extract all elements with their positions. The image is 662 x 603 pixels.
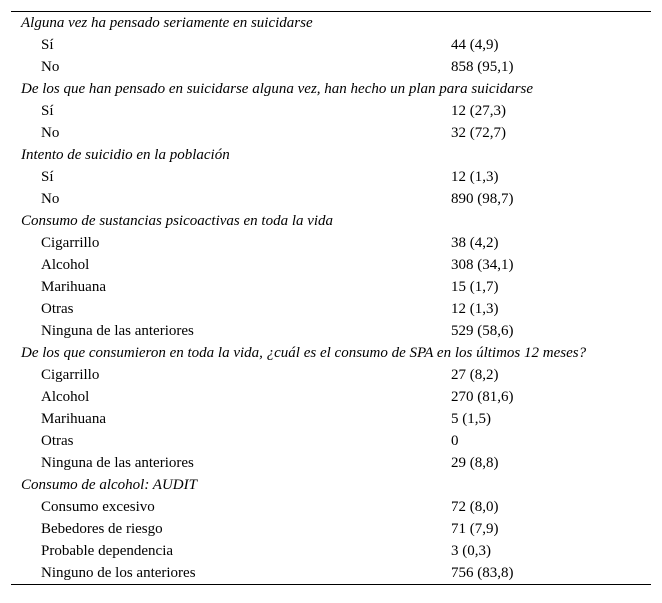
row-value: 29 (8,8) [451,455,499,471]
row-value: 12 (1,3) [451,301,499,317]
row-label: No [41,59,60,75]
row-value: 3 (0,3) [451,543,491,559]
row-label: No [41,125,60,141]
table-row [11,386,651,408]
table-row [11,540,651,562]
table-row [11,562,651,584]
results-table [11,12,651,584]
table-body [11,12,651,584]
row-value: 858 (95,1) [451,59,514,75]
row-label: Otras [41,301,74,317]
row-value: 756 (83,8) [451,565,514,581]
row-label: Consumo excesivo [41,499,155,515]
table-row [11,56,651,78]
row-label: Cigarrillo [41,367,100,383]
table-row [11,34,651,56]
table-row [11,276,651,298]
row-label: Marihuana [41,279,106,295]
row-value: 44 (4,9) [451,37,499,53]
section-header-row [11,78,651,100]
table-row [11,452,651,474]
row-label: Alcohol [41,389,90,405]
row-value: 12 (27,3) [451,103,506,119]
table-row [11,518,651,540]
table-row [11,100,651,122]
row-label: No [41,191,60,207]
table-row [11,166,651,188]
table-row [11,320,651,342]
row-label: Sí [41,37,54,53]
row-value: 12 (1,3) [451,169,499,185]
table-row [11,408,651,430]
row-value: 38 (4,2) [451,235,499,251]
row-value: 72 (8,0) [451,499,499,515]
row-label: Alcohol [41,257,90,273]
row-value: 308 (34,1) [451,257,514,273]
data-table [11,11,651,585]
table-row [11,232,651,254]
section-title: Intento de suicidio en la población [21,147,230,163]
table-row [11,364,651,386]
row-value: 890 (98,7) [451,191,514,207]
row-value: 529 (58,6) [451,323,514,339]
row-label: Cigarrillo [41,235,100,251]
section-header-row [11,144,651,166]
row-label: Marihuana [41,411,106,427]
row-value: 5 (1,5) [451,411,491,427]
row-value: 27 (8,2) [451,367,499,383]
row-label: Ninguna de las anteriores [41,455,194,471]
section-header-row [11,342,651,364]
section-title: Consumo de alcohol: AUDIT [21,477,197,493]
section-title: Consumo de sustancias psicoactivas en toda la vida [21,213,334,229]
row-label: Otras [41,433,74,449]
table-row [11,298,651,320]
row-value: 270 (81,6) [451,389,514,405]
table-row [11,254,651,276]
row-label: Bebedores de riesgo [41,521,163,537]
row-value: 15 (1,7) [451,279,499,295]
row-label: Sí [41,103,54,119]
row-value: 71 (7,9) [451,521,499,537]
row-label: Ninguna de las anteriores [41,323,194,339]
section-header-row [11,474,651,496]
section-title: De los que consumieron en toda la vida, ¿cuál es el consumo de SPA en los últimos 12 meses? [21,345,587,361]
row-value: 32 (72,7) [451,125,506,141]
section-header-row [11,12,651,34]
section-header-row [11,210,651,232]
table-row [11,496,651,518]
row-label: Probable dependencia [41,543,174,559]
row-value: 0 [451,433,459,449]
row-label: Sí [41,169,54,185]
section-title: De los que han pensado en suicidarse alguna vez, han hecho un plan para suicidarse [21,81,534,97]
section-title: Alguna vez ha pensado seriamente en suicidarse [21,15,313,31]
table-row [11,430,651,452]
row-label: Ninguno de los anteriores [41,565,196,581]
table-row [11,122,651,144]
table-row [11,188,651,210]
